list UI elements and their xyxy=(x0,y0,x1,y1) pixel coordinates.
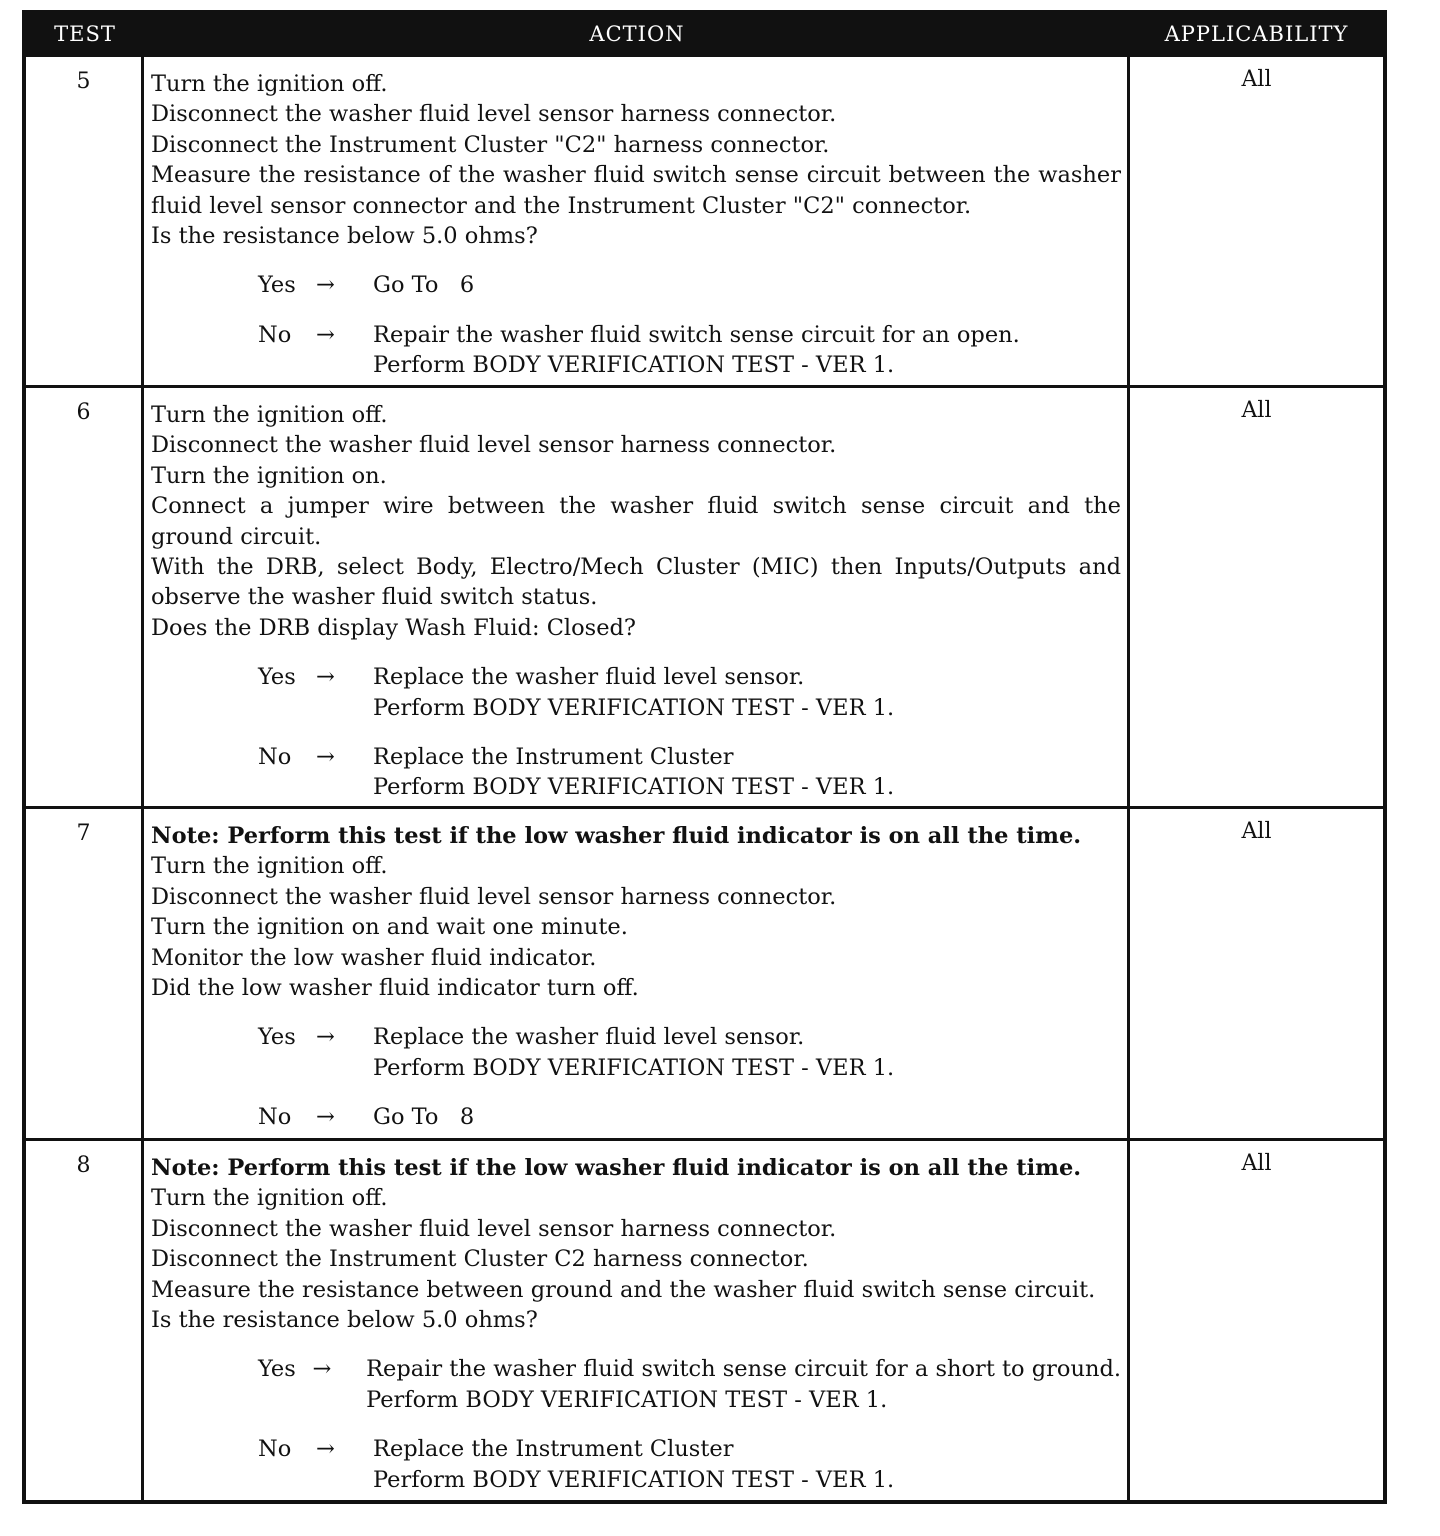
yes-result: Replace the washer fluid level sensor. Perform BODY VERIFICATION TEST - VER 1. xyxy=(373,1024,895,1081)
test-note: Note: Perform this test if the low washer fluid indicator is on all the time. xyxy=(151,823,1082,849)
arrow-icon: → xyxy=(316,664,335,691)
yes-result: Repair the washer fluid switch sense circuit for a short to ground. Perform BODY VERIFICATION TEST - VER 1. xyxy=(366,1356,1121,1413)
action-step: Turn the ignition on. xyxy=(151,462,387,489)
applicability-cell: All xyxy=(1241,1151,1272,1176)
applicability-cell: All xyxy=(1241,819,1272,844)
yes-branch xyxy=(258,270,1121,300)
arrow-icon: → xyxy=(316,1436,335,1463)
no-result: Replace the Instrument Cluster Perform BODY VERIFICATION TEST - VER 1. xyxy=(373,1436,895,1493)
yes-label: Yes xyxy=(258,1356,296,1383)
action-question: Is the resistance below 5.0 ohms? xyxy=(151,223,538,250)
no-result: Repair the washer fluid switch sense circuit for an open. Perform BODY VERIFICATION TEST - VER 1. xyxy=(373,321,1020,379)
action-cell xyxy=(144,57,1130,385)
yes-branch xyxy=(258,1022,1121,1083)
yes-branch xyxy=(258,662,1121,723)
test-number: 7 xyxy=(26,809,144,1138)
action-step: Disconnect the Instrument Cluster "C2" harness connector. xyxy=(151,131,830,158)
action-question: Did the low washer fluid indicator turn off. xyxy=(151,975,639,1002)
no-label: No xyxy=(258,744,292,771)
yes-result: Go To 6 xyxy=(373,272,475,299)
action-cell xyxy=(144,809,1130,1138)
action-question: Does the DRB display Wash Fluid: Closed? xyxy=(151,614,636,641)
diagnostic-test-table xyxy=(22,10,1387,1504)
action-step: Disconnect the washer fluid level sensor harness connector. xyxy=(151,432,837,459)
table-row xyxy=(26,1138,1383,1500)
test-number: 8 xyxy=(26,1141,144,1500)
yes-label: Yes xyxy=(258,272,296,299)
action-step: Turn the ignition on and wait one minute. xyxy=(151,914,628,941)
no-branch xyxy=(258,1102,1121,1132)
test-number: 5 xyxy=(26,57,144,385)
arrow-icon: → xyxy=(316,1104,335,1131)
no-label: No xyxy=(258,1104,292,1131)
table-row xyxy=(26,385,1383,806)
applicability-cell: All xyxy=(1241,67,1272,92)
no-label: No xyxy=(258,1436,292,1463)
no-branch xyxy=(258,320,1121,381)
yes-label: Yes xyxy=(258,1024,296,1051)
action-step: Disconnect the washer fluid level sensor harness connector. xyxy=(151,1215,837,1242)
test-note: Note: Perform this test if the low washer fluid indicator is on all the time. xyxy=(151,1155,1082,1181)
no-branch xyxy=(258,742,1121,803)
action-step: Monitor the low washer fluid indicator. xyxy=(151,944,597,971)
test-number: 6 xyxy=(26,388,144,806)
yes-label: Yes xyxy=(258,664,296,691)
arrow-icon: → xyxy=(312,1356,332,1383)
header-action: ACTION xyxy=(589,22,685,46)
action-step: Connect a jumper wire between the washer fluid switch sense circuit and the ground circuit. xyxy=(151,493,1121,550)
header-applicability: APPLICABILITY xyxy=(1164,22,1349,46)
action-step: Turn the ignition off. xyxy=(151,402,388,428)
action-step: Measure the resistance of the washer fluid switch sense circuit between the washer fluid level sensor connector and the Instrument Cluster "C2" connector. xyxy=(151,162,1121,219)
action-step: Disconnect the washer fluid level sensor harness connector. xyxy=(151,101,837,128)
action-step: Measure the resistance between ground and the washer fluid switch sense circuit. xyxy=(151,1276,1096,1303)
action-cell xyxy=(144,388,1130,806)
arrow-icon: → xyxy=(316,272,335,299)
table-row xyxy=(26,54,1383,385)
action-cell xyxy=(144,1141,1130,1500)
arrow-icon: → xyxy=(316,744,335,771)
table-row xyxy=(26,806,1383,1138)
no-label: No xyxy=(258,321,292,348)
table-header xyxy=(26,14,1383,54)
header-test: TEST xyxy=(54,22,116,46)
action-question: Is the resistance below 5.0 ohms? xyxy=(151,1307,538,1334)
arrow-icon: → xyxy=(316,321,335,348)
yes-result: Replace the washer fluid level sensor. Perform BODY VERIFICATION TEST - VER 1. xyxy=(373,664,895,721)
action-step: Disconnect the washer fluid level sensor harness connector. xyxy=(151,883,837,910)
applicability-cell: All xyxy=(1241,398,1272,423)
action-step: Turn the ignition off. xyxy=(151,71,388,97)
yes-branch xyxy=(258,1354,1121,1415)
arrow-icon: → xyxy=(316,1024,335,1051)
action-step: With the DRB, select Body, Electro/Mech Cluster (MIC) then Inputs/Outputs and observe the washer fluid switch status. xyxy=(151,554,1121,611)
action-step: Turn the ignition off. xyxy=(151,1185,388,1212)
no-result: Go To 8 xyxy=(373,1104,475,1131)
action-step: Turn the ignition off. xyxy=(151,853,388,880)
no-branch xyxy=(258,1434,1121,1495)
action-step: Disconnect the Instrument Cluster C2 harness connector. xyxy=(151,1246,809,1273)
no-result: Replace the Instrument Cluster Perform BODY VERIFICATION TEST - VER 1. xyxy=(373,744,895,801)
